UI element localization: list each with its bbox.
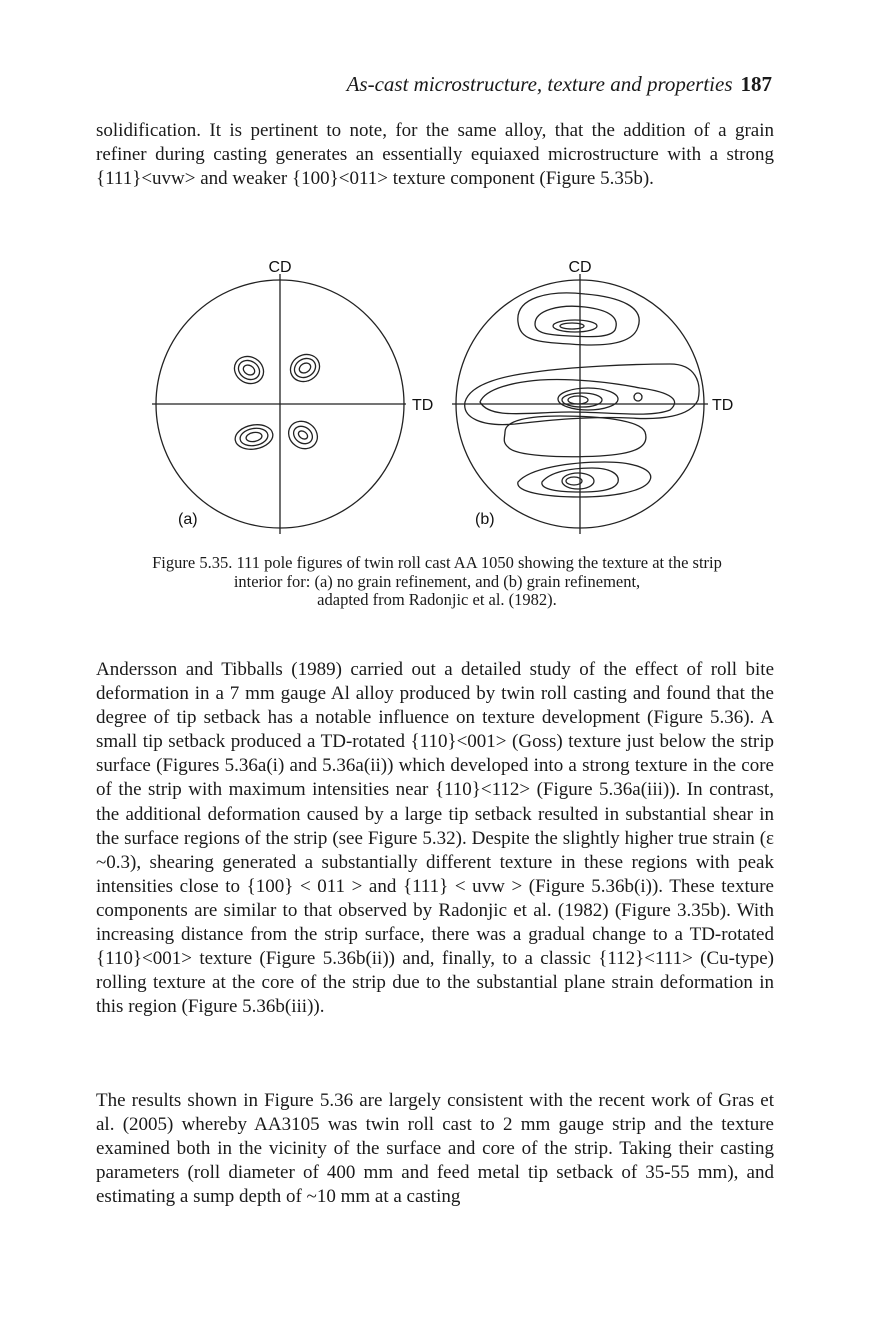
paragraph-gras-results: The results shown in Figure 5.36 are largely consistent with the recent work of Gras et al. (2005) whereby AA3105 was twin roll cast to 2 mm gauge strip and the texture examined both in the vicinity of the surface and core of the strip. Taking their casting parameters (roll diameter of 400 mm and feed metal tip setback of 35-55 mm), and estimating a sump depth of ~10 mm at a casting <box>96 1090 774 1208</box>
paragraph-andersson-tibballs: Andersson and Tibballs (1989) carried out a detailed study of the effect of roll bite deformation in a 7 mm gauge Al alloy produced by twin roll casting and found that the degree of tip setback has a notable influence on texture development (Figure 5.36). A small tip setback produced a TD-rotated {110}<001> (Goss) texture just below the strip surface (Figures 5.36a(i) and 5.36a(ii)) which developed into a strong texture in the core of the strip with maximum intensities near {110}<112> (Figure 5.36a(iii)). In contrast, the additional deformation caused by a large tip setback resulted in substantial shear in the surface regions of the strip (see Figure 5.32). Despite the slightly higher true strain (ε ~0.3), shearing generated a substantially different texture in these regions with peak intensities close to {100} < 011 > and {111} < uvw > (Figure 5.36b(i)). These texture components are similar to that observed by Radonjic et al. (1982) (Figure 3.35b). With increasing distance from the strip surface, there was a gradual change to a TD-rotated {110}<001> texture (Figure 5.36b(ii)) and, finally, to a classic {112}<111> (Cu-type) rolling texture at the core of the strip due to the substantial plane strain deformation in this region (Figure 5.36b(iii)). <box>96 659 774 1018</box>
running-header <box>347 72 772 96</box>
pole-figure-a-cd-label: CD <box>268 259 292 276</box>
pole-figure-a-contours <box>230 349 325 454</box>
figure-caption-line: interior for: (a) no grain refinement, and (b) grain refinement, <box>233 571 641 591</box>
pole-figure-b-td-label: TD <box>712 397 734 414</box>
figure-caption <box>92 554 782 610</box>
paragraph-intro: solidification. It is pertinent to note, for the same alloy, that the addition of a grain refiner during casting generates an essentially equiaxed microstructure with a strong {111}<uvw> and weaker {100}<011> texture component (Figure 5.35b). <box>96 120 774 190</box>
pole-figure-b-cd-label: CD <box>568 259 592 276</box>
page-number: 187 <box>740 72 772 96</box>
pole-figure-a-panel-label: (a) <box>178 511 198 528</box>
pole-figure-graphic <box>130 252 750 542</box>
pole-figure-b-contours <box>465 293 699 497</box>
pole-figure-pair <box>130 252 750 542</box>
running-title: As-cast microstructure, texture and properties <box>346 72 733 96</box>
pole-figure-b-panel-label: (b) <box>475 511 495 528</box>
pole-figure-a-td-label: TD <box>412 397 434 414</box>
figure-caption-line: adapted from Radonjic et al. (1982). <box>317 590 557 609</box>
figure-caption-line: Figure 5.35. 111 pole figures of twin roll cast AA 1050 showing the texture at the strip <box>152 553 722 572</box>
